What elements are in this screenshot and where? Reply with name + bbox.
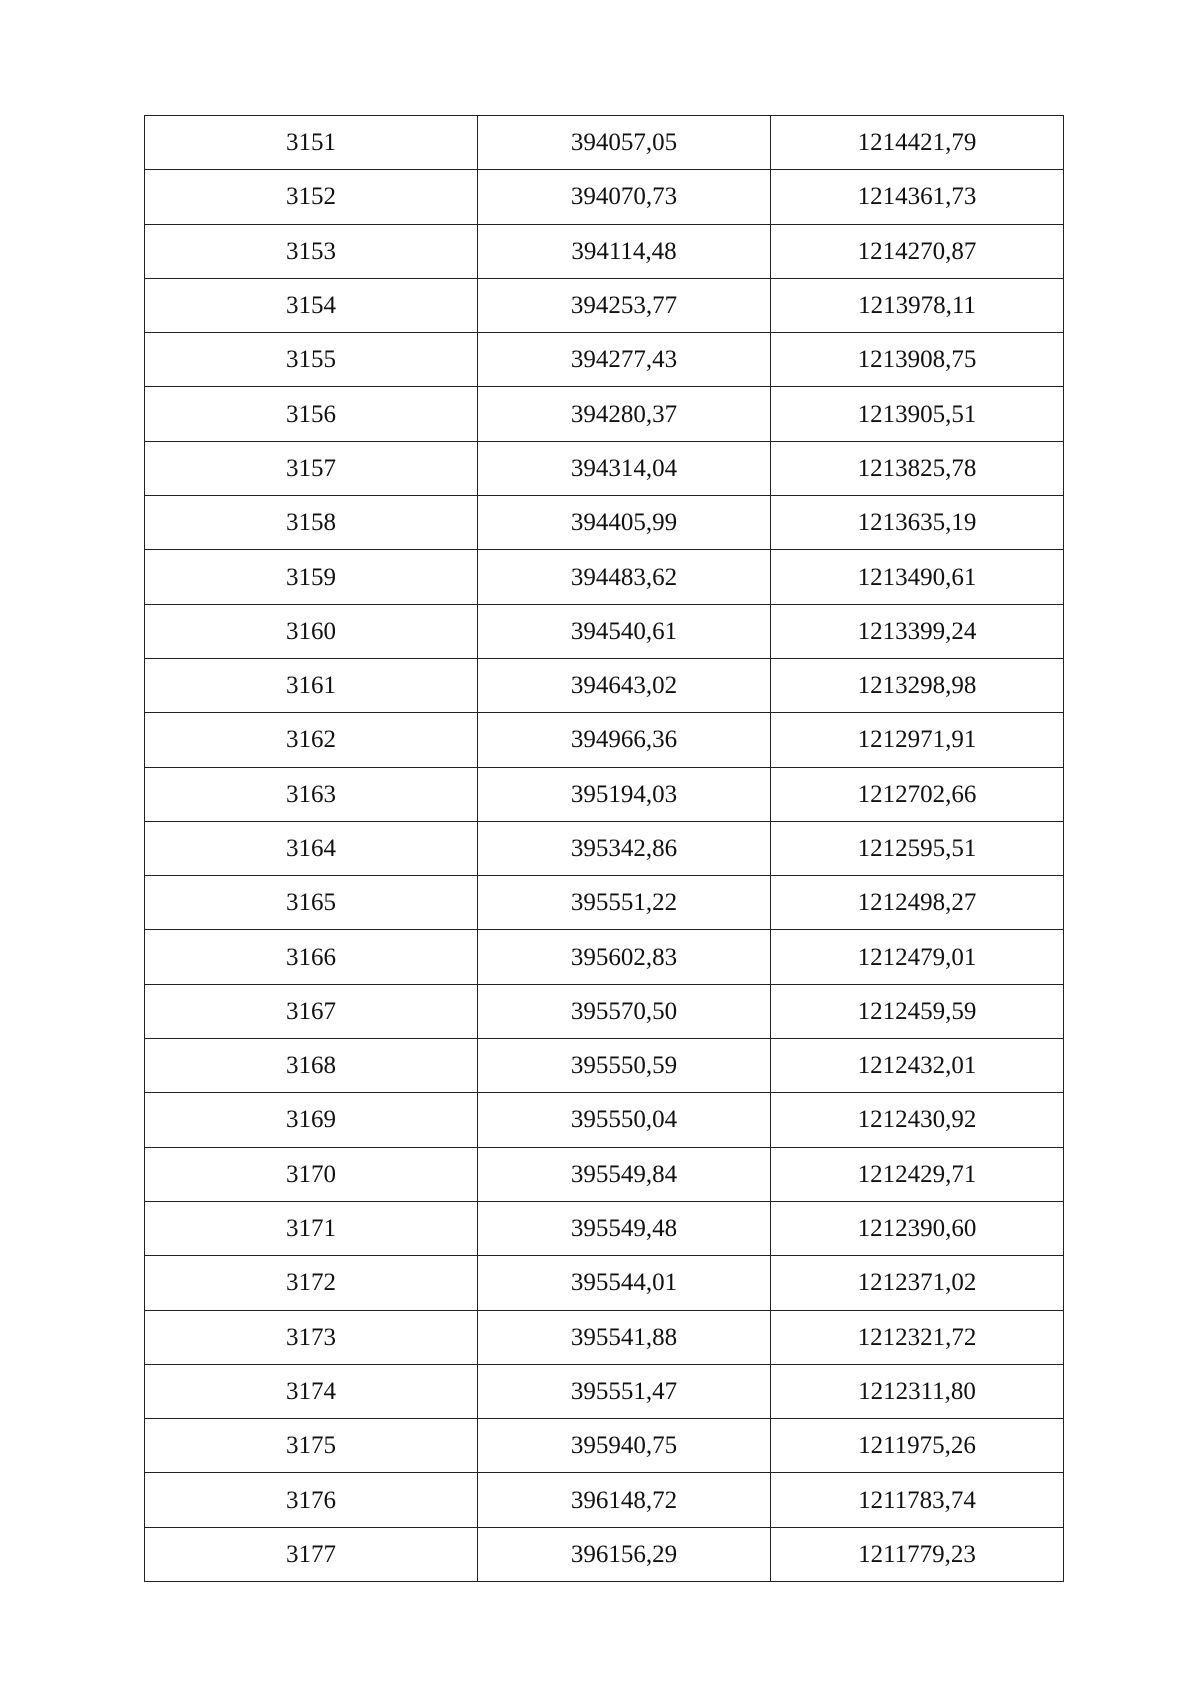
y-coordinate-cell: 1212702,66 (771, 767, 1064, 821)
x-coordinate-cell: 394405,99 (478, 496, 771, 550)
table-row (145, 767, 1064, 821)
y-coordinate-cell: 1214361,73 (771, 170, 1064, 224)
point-number-cell: 3151 (145, 116, 478, 170)
point-number-cell: 3159 (145, 550, 478, 604)
x-coordinate-cell: 396156,29 (478, 1527, 771, 1581)
table-row (145, 821, 1064, 875)
point-number-cell: 3157 (145, 441, 478, 495)
coordinates-table (144, 115, 1064, 1582)
y-coordinate-cell: 1213978,11 (771, 278, 1064, 332)
x-coordinate-cell: 394483,62 (478, 550, 771, 604)
x-coordinate-cell: 395570,50 (478, 984, 771, 1038)
point-number-cell: 3174 (145, 1364, 478, 1418)
x-coordinate-cell: 394643,02 (478, 658, 771, 712)
table-row (145, 1364, 1064, 1418)
table-row (145, 984, 1064, 1038)
x-coordinate-cell: 395194,03 (478, 767, 771, 821)
point-number-cell: 3173 (145, 1310, 478, 1364)
point-number-cell: 3175 (145, 1419, 478, 1473)
y-coordinate-cell: 1213298,98 (771, 658, 1064, 712)
point-number-cell: 3166 (145, 930, 478, 984)
x-coordinate-cell: 395602,83 (478, 930, 771, 984)
y-coordinate-cell: 1214270,87 (771, 224, 1064, 278)
point-number-cell: 3160 (145, 604, 478, 658)
y-coordinate-cell: 1212432,01 (771, 1039, 1064, 1093)
y-coordinate-cell: 1212479,01 (771, 930, 1064, 984)
x-coordinate-cell: 394070,73 (478, 170, 771, 224)
y-coordinate-cell: 1212971,91 (771, 713, 1064, 767)
table-row (145, 278, 1064, 332)
table-row (145, 116, 1064, 170)
table-row (145, 1310, 1064, 1364)
point-number-cell: 3169 (145, 1093, 478, 1147)
y-coordinate-cell: 1211975,26 (771, 1419, 1064, 1473)
coordinates-table-body (145, 116, 1064, 1582)
point-number-cell: 3161 (145, 658, 478, 712)
x-coordinate-cell: 395551,22 (478, 876, 771, 930)
y-coordinate-cell: 1213908,75 (771, 333, 1064, 387)
y-coordinate-cell: 1212311,80 (771, 1364, 1064, 1418)
x-coordinate-cell: 395549,84 (478, 1147, 771, 1201)
point-number-cell: 3153 (145, 224, 478, 278)
table-row (145, 387, 1064, 441)
table-row (145, 876, 1064, 930)
x-coordinate-cell: 395940,75 (478, 1419, 771, 1473)
x-coordinate-cell: 394253,77 (478, 278, 771, 332)
x-coordinate-cell: 395544,01 (478, 1256, 771, 1310)
point-number-cell: 3167 (145, 984, 478, 1038)
x-coordinate-cell: 394540,61 (478, 604, 771, 658)
table-row (145, 333, 1064, 387)
y-coordinate-cell: 1212498,27 (771, 876, 1064, 930)
table-row (145, 1093, 1064, 1147)
y-coordinate-cell: 1212429,71 (771, 1147, 1064, 1201)
table-row (145, 1201, 1064, 1255)
point-number-cell: 3172 (145, 1256, 478, 1310)
y-coordinate-cell: 1213635,19 (771, 496, 1064, 550)
y-coordinate-cell: 1213905,51 (771, 387, 1064, 441)
table-row (145, 441, 1064, 495)
y-coordinate-cell: 1213825,78 (771, 441, 1064, 495)
point-number-cell: 3162 (145, 713, 478, 767)
y-coordinate-cell: 1211779,23 (771, 1527, 1064, 1581)
y-coordinate-cell: 1213490,61 (771, 550, 1064, 604)
y-coordinate-cell: 1212459,59 (771, 984, 1064, 1038)
table-row (145, 1473, 1064, 1527)
table-row (145, 550, 1064, 604)
y-coordinate-cell: 1212595,51 (771, 821, 1064, 875)
point-number-cell: 3158 (145, 496, 478, 550)
x-coordinate-cell: 394966,36 (478, 713, 771, 767)
x-coordinate-cell: 394280,37 (478, 387, 771, 441)
table-row (145, 604, 1064, 658)
table-row (145, 1147, 1064, 1201)
table-row (145, 658, 1064, 712)
point-number-cell: 3170 (145, 1147, 478, 1201)
table-row (145, 224, 1064, 278)
point-number-cell: 3154 (145, 278, 478, 332)
table-row (145, 496, 1064, 550)
x-coordinate-cell: 394057,05 (478, 116, 771, 170)
y-coordinate-cell: 1212371,02 (771, 1256, 1064, 1310)
x-coordinate-cell: 394314,04 (478, 441, 771, 495)
point-number-cell: 3155 (145, 333, 478, 387)
x-coordinate-cell: 395549,48 (478, 1201, 771, 1255)
table-row (145, 1256, 1064, 1310)
point-number-cell: 3177 (145, 1527, 478, 1581)
point-number-cell: 3164 (145, 821, 478, 875)
point-number-cell: 3156 (145, 387, 478, 441)
y-coordinate-cell: 1212430,92 (771, 1093, 1064, 1147)
point-number-cell: 3168 (145, 1039, 478, 1093)
y-coordinate-cell: 1211783,74 (771, 1473, 1064, 1527)
x-coordinate-cell: 395551,47 (478, 1364, 771, 1418)
table-row (145, 1527, 1064, 1581)
y-coordinate-cell: 1212321,72 (771, 1310, 1064, 1364)
x-coordinate-cell: 396148,72 (478, 1473, 771, 1527)
point-number-cell: 3163 (145, 767, 478, 821)
x-coordinate-cell: 395550,59 (478, 1039, 771, 1093)
table-row (145, 1419, 1064, 1473)
x-coordinate-cell: 395550,04 (478, 1093, 771, 1147)
y-coordinate-cell: 1212390,60 (771, 1201, 1064, 1255)
x-coordinate-cell: 394277,43 (478, 333, 771, 387)
y-coordinate-cell: 1213399,24 (771, 604, 1064, 658)
point-number-cell: 3165 (145, 876, 478, 930)
table-row (145, 713, 1064, 767)
y-coordinate-cell: 1214421,79 (771, 116, 1064, 170)
x-coordinate-cell: 394114,48 (478, 224, 771, 278)
table-row (145, 1039, 1064, 1093)
x-coordinate-cell: 395342,86 (478, 821, 771, 875)
table-row (145, 930, 1064, 984)
table-row (145, 170, 1064, 224)
point-number-cell: 3171 (145, 1201, 478, 1255)
point-number-cell: 3152 (145, 170, 478, 224)
x-coordinate-cell: 395541,88 (478, 1310, 771, 1364)
point-number-cell: 3176 (145, 1473, 478, 1527)
